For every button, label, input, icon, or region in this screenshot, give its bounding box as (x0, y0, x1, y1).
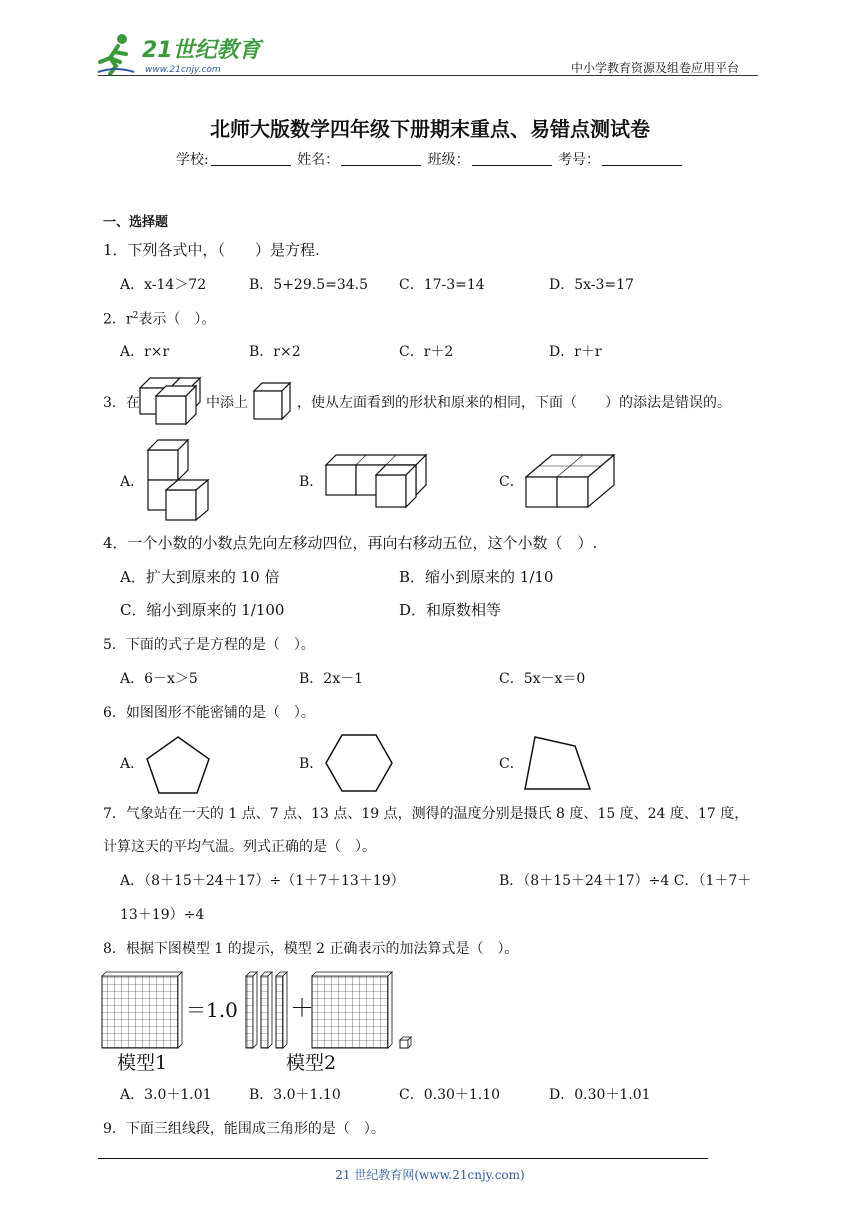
q7-option-c-continued: 13＋19）÷4 (120, 907, 205, 923)
q8-option-b: B．3.0＋1.10 (249, 1087, 341, 1103)
question-8: 8．根据下图模型 1 的提示，模型 2 正确表示的加法算式是（ ）。 (103, 941, 519, 957)
question-2 (103, 312, 215, 327)
q5-option-b: B．2x－1 (299, 671, 363, 687)
q3-option-b: B． (299, 474, 324, 490)
q1-option-d: D．5x-3=17 (549, 277, 634, 293)
q4-option-b: B．缩小到原来的 1/10 (399, 568, 554, 586)
question-5: 5．下面的式子是方程的是（ ）。 (103, 637, 315, 653)
header-right-text: 中小学教育资源及组卷应用平台 (571, 61, 740, 75)
q5-option-a: A．6－x＞5 (120, 671, 198, 687)
q8-option-d: D．0.30＋1.01 (549, 1087, 651, 1103)
quadrilateral-shape (522, 734, 594, 792)
question-3-part-c: ，使从左面看到的形状和原来的相同，下面（ ）的添法是错误的。 (297, 395, 731, 411)
number-label: 考号： (558, 152, 601, 168)
q7-option-a: A．（8＋15＋24＋17）÷（1＋7＋13＋19） (120, 873, 405, 889)
class-label: 班级： (427, 152, 470, 168)
header-divider (98, 75, 758, 76)
question-3-part-a: 3．在 (103, 395, 140, 411)
q4-option-a: A．扩大到原来的 10 倍 (120, 568, 280, 586)
q3-option-c: C． (499, 474, 524, 490)
page-title: 北师大版数学四年级下册期末重点、易错点测试卷 (210, 117, 650, 141)
q2-option-d: D．r＋r (549, 344, 602, 360)
model2-label: 模型2 (286, 1052, 337, 1074)
question-9: 9．下面三组线段，能围成三角形的是（ ）。 (103, 1121, 385, 1137)
q8-option-a: A．3.0＋1.01 (120, 1087, 212, 1103)
q2-superscript: 2 (132, 311, 139, 321)
hexagon-shape (324, 732, 394, 794)
q2-option-b: B．r×2 (249, 344, 301, 360)
logo-url: www.21cnjy.com (145, 65, 221, 75)
tenth-rods (246, 972, 287, 1048)
q2-option-a: A．r×r (120, 344, 170, 360)
class-blank (472, 152, 552, 166)
q3-option-a-figure (144, 438, 218, 524)
q2-suffix: 表示（ ）。 (138, 311, 216, 328)
q5-option-c: C．5x－x＝0 (499, 671, 586, 687)
q6-option-c: C． (499, 756, 524, 772)
student-info (0, 149, 860, 169)
question-7-line-2: 计算这天的平均气温。列式正确的是（ ）。 (103, 839, 376, 855)
model2-plus-sign: ＋ (290, 994, 314, 1022)
q2-option-c: C．r＋2 (399, 344, 454, 360)
q4-option-c: C．缩小到原来的 1/100 (120, 601, 285, 619)
q3-option-c-figure (522, 451, 618, 511)
question-3-part-b: 中添上 (206, 395, 248, 411)
q6-option-a: A． (120, 756, 145, 772)
runner-logo-icon (96, 32, 136, 76)
school-blank (211, 152, 291, 166)
single-cube-icon (250, 381, 294, 423)
q7-option-b-c: B．（8＋15＋24＋17）÷4 C．（1＋7＋ (499, 873, 752, 889)
model1-equals-text: ＝1.0 (186, 998, 238, 1022)
q1-option-b: B．5+29.5=34.5 (249, 277, 368, 293)
decimal-grid-models (100, 970, 430, 1052)
section-heading: 一、选择题 (103, 215, 169, 230)
number-blank (602, 152, 682, 166)
question-6: 6．如图图形不能密铺的是（ ）。 (103, 705, 315, 721)
q1-option-c: C．17-3=14 (399, 277, 485, 293)
model1-label: 模型1 (117, 1052, 168, 1074)
q8-option-c: C．0.30＋1.10 (399, 1087, 501, 1103)
name-blank (341, 152, 421, 166)
footer-divider (98, 1158, 708, 1159)
q3-option-a: A． (120, 474, 145, 490)
pentagon-shape (144, 734, 212, 796)
q1-option-a: A．x-14＞72 (120, 277, 207, 293)
q6-option-b: B． (299, 756, 324, 772)
cube-arrangement-original (134, 374, 206, 426)
q3-option-b-figure (322, 451, 432, 511)
question-4: 4．一个小数的小数点先向左移动四位，再向右移动五位，这个小数（ ）. (103, 534, 598, 552)
question-7-line-1: 7．气象站在一天的 1 点、7 点、13 点、19 点，测得的温度分别是摄氏 8 度、15 度、24 度、17 度， (103, 806, 749, 822)
logo-text: 21世纪教育 (142, 38, 261, 63)
q2-prefix: 2．r (103, 311, 133, 328)
school-label: 学校: (175, 152, 209, 168)
name-label: 姓名： (297, 152, 340, 168)
footer-text: 21 世纪教育网(www.21cnjy.com) (335, 1168, 525, 1182)
question-1: 1．下列各式中，（ ）是方程. (103, 241, 320, 259)
q4-option-d: D．和原数相等 (399, 601, 502, 619)
